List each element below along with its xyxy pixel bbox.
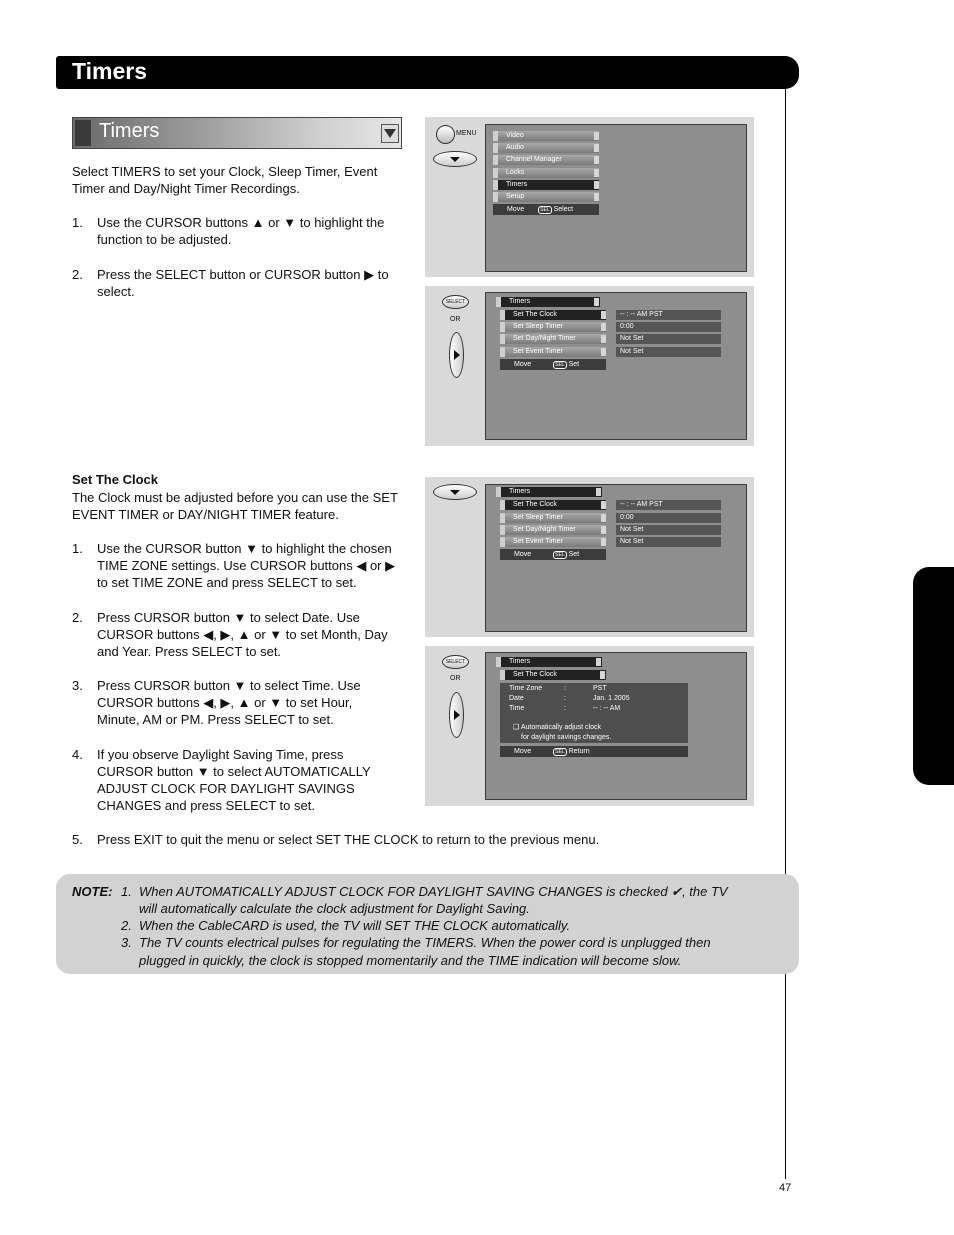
value-sleep: 0:00 (616, 513, 721, 523)
value-day-night: Not Set (616, 525, 721, 535)
clock-heading: Set The Clock (72, 472, 158, 487)
select-button-icon: SELECT (442, 655, 469, 669)
value-event: Not Set (616, 537, 721, 547)
step-number: 1. (72, 541, 83, 556)
menu-item-day-night-timer: Set Day/Night Timer (500, 525, 606, 535)
step-number: 2. (72, 610, 83, 625)
figure-panel-timers-menu-cursor (425, 477, 754, 637)
figure-panel-main-menu (425, 117, 754, 277)
sel-icon: SEL (555, 552, 565, 558)
note-number: 3. (121, 935, 132, 950)
note-number: 1. (121, 884, 132, 899)
menu-item-channel-manager: Channel Manager (493, 155, 599, 165)
menu-item-day-night-timer: Set Day/Night Timer (500, 334, 606, 344)
note-label: NOTE: (72, 884, 113, 899)
dst-checkbox-label: for daylight savings changes. (521, 734, 612, 741)
footer-move: Move (514, 748, 532, 755)
cursor-down-button-icon (433, 484, 477, 500)
footer-move: Move (514, 361, 532, 368)
row-label-date: Date (509, 695, 524, 702)
step-text: Press CURSOR button ▼ to select Time. Use CURSOR buttons ◀, ▶, ▲ or ▼ to set Hour, Minute, AM or PM. Press SELECT to set. (97, 678, 361, 727)
value-clock: -- : -- AM PST (616, 500, 721, 510)
step-text: Press the SELECT button or CURSOR button ▶ to select. (97, 267, 389, 299)
chevron-down-icon (381, 124, 399, 143)
value-event: Not Set (616, 347, 721, 357)
note-line: When the CableCARD is used, the TV will SET THE CLOCK automatically. (139, 918, 571, 933)
dst-checkbox[interactable]: ❑ Automatically adjust clock (513, 724, 601, 731)
note-line: will automatically calculate the clock adjustment for Daylight Saving. (139, 901, 530, 916)
menu-item-set-clock: Set The Clock (500, 310, 606, 320)
menu-item-video: Video (493, 131, 599, 141)
footer-action: Return (568, 748, 590, 755)
menu-footer (500, 359, 606, 370)
menu-item-set-clock: Set The Clock (500, 500, 606, 510)
tv-screen (485, 484, 747, 632)
row-value-time[interactable]: -- : -- AM (593, 705, 621, 712)
menu-item-sleep-timer: Set Sleep Timer (500, 513, 606, 523)
menu-button-icon (436, 125, 455, 144)
sel-icon: SEL (555, 362, 565, 368)
step-number: 1. (72, 215, 83, 230)
menu-title-timers: Timers (496, 487, 602, 497)
note-number: 2. (121, 918, 132, 933)
note-box (56, 874, 799, 974)
step-text: Use the CURSOR button ▼ to highlight the chosen TIME ZONE settings. Use CURSOR buttons ◀ or ▶ to set TIME ZONE and press SELECT to set. (97, 541, 396, 590)
row-sep: : (564, 685, 566, 692)
or-label: OR (450, 675, 461, 682)
sel-icon: SEL (555, 749, 565, 755)
step-number: 5. (72, 832, 83, 847)
clock-settings-dialog (500, 683, 688, 743)
menu-sub-set-clock: Set The Clock (500, 670, 606, 680)
note-line: When AUTOMATICALLY ADJUST CLOCK FOR DAYLIGHT SAVING CHANGES is checked ✔, the TV (139, 884, 728, 899)
footer-move: Move (507, 206, 525, 213)
figure-panel-timers-menu (425, 286, 754, 446)
step-number: 3. (72, 678, 83, 693)
cursor-right-button-icon (449, 692, 464, 738)
cursor-right-button-icon (449, 332, 464, 378)
select-button-icon: SELECT (442, 295, 469, 309)
row-label-time-zone: Time Zone (509, 685, 543, 692)
clock-description: The Clock must be adjusted before you can use the SET EVENT TIMER or DAY/NIGHT TIMER feature. (72, 490, 398, 522)
menu-footer (493, 204, 599, 215)
tv-screen (485, 652, 747, 800)
value-day-night: Not Set (616, 334, 721, 344)
menu-item-audio: Audio (493, 143, 599, 153)
page-number: 47 (779, 1182, 792, 1194)
row-value-date[interactable]: Jan. 1 2005 (593, 695, 630, 702)
menu-label: MENU (456, 130, 477, 137)
page-title: Timers (72, 58, 148, 84)
page-header-bar (56, 56, 799, 89)
menu-item-sleep-timer: Set Sleep Timer (500, 322, 606, 332)
menu-item-event-timer: Set Event Timer (500, 537, 606, 547)
menu-title-timers: Timers (496, 657, 602, 667)
value-sleep: 0:00 (616, 322, 721, 332)
step-number: 2. (72, 267, 83, 282)
menu-item-locks: Locks (493, 168, 599, 178)
step-text: Use the CURSOR buttons ▲ or ▼ to highlight the function to be adjusted. (97, 215, 385, 247)
note-line: plugged in quickly, the clock is stopped momentarily and the TIME indication will become slow. (139, 953, 682, 968)
intro-paragraph: Select TIMERS to set your Clock, Sleep Timer, Event Timer and Day/Night Timer Recordings. (72, 164, 378, 196)
section-title: Timers (99, 120, 160, 142)
tv-screen (485, 292, 747, 440)
cursor-down-button-icon (433, 151, 477, 167)
row-value-time-zone[interactable]: PST (593, 685, 607, 692)
footer-move: Move (514, 551, 532, 558)
footer-action: Set (568, 361, 580, 368)
footer-action: Select (553, 206, 574, 213)
or-label: OR (450, 316, 461, 323)
row-label-time: Time (509, 705, 525, 712)
edge-tab (913, 567, 954, 785)
step-text: Press EXIT to quit the menu or select SET THE CLOCK to return to the previous menu. (97, 832, 600, 847)
tv-screen (485, 124, 747, 272)
row-sep: : (564, 705, 566, 712)
step-text: If you observe Daylight Saving Time, press CURSOR button ▼ to select AUTOMATICALLY ADJUST CLOCK FOR DAYLIGHT SAVINGS CHANGES and press SELECT to set. (97, 747, 371, 813)
menu-title-timers: Timers (496, 297, 600, 307)
menu-item-setup: Setup (493, 192, 599, 202)
row-sep: : (564, 695, 566, 702)
figure-panel-set-clock (425, 646, 754, 806)
menu-footer (500, 746, 688, 757)
note-line: The TV counts electrical pulses for regulating the TIMERS. When the power cord is unplugged then (139, 935, 711, 950)
sel-icon: SEL (540, 207, 550, 213)
menu-item-timers: Timers (493, 180, 599, 190)
step-text: Press CURSOR button ▼ to select Date. Use CURSOR buttons ◀, ▶, ▲ or ▼ to set Month, Day and Year. Press SELECT to set. (97, 610, 388, 659)
margin-rule (785, 89, 786, 1179)
menu-footer (500, 549, 606, 560)
bar-lead-block (75, 120, 91, 146)
value-clock: -- : -- AM PST (616, 310, 721, 320)
section-title-bar (72, 117, 402, 149)
footer-action: Set (568, 551, 580, 558)
step-number: 4. (72, 747, 83, 762)
menu-item-event-timer: Set Event Timer (500, 347, 606, 357)
